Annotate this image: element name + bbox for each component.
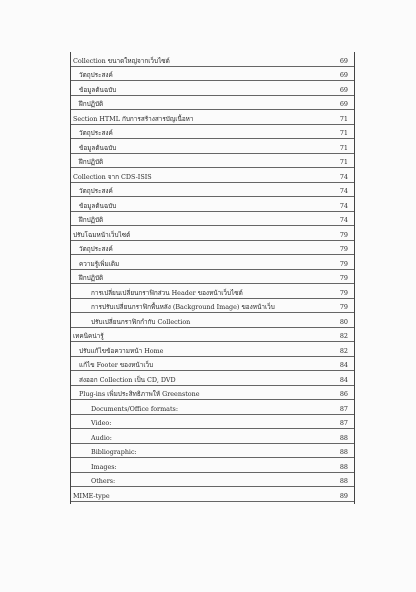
toc-entry-additional-knowledge [71,255,354,270]
toc-entry-label: วัตถุประสงค์ [79,71,113,79]
toc-entry-section-html [71,110,354,125]
toc-entry-label: MIME-type [73,491,110,500]
toc-entry-label: วัตถุประสงค์ [79,129,113,137]
toc-entry-label: ปรับโฉมหน้าเว็บไซต์ [73,230,131,239]
toc-entry-page: 88 [339,462,348,471]
toc-entry-documents-office [71,400,354,415]
toc-entry-practice [71,96,354,111]
toc-entry-source-data [71,81,354,96]
toc-entry-label: ฝึกปฏิบัติ [79,158,104,166]
toc-entry-page: 71 [339,143,348,152]
toc-entry-label: ข้อมูลต้นฉบับ [79,143,117,152]
toc-entry-page: 84 [339,361,348,369]
toc-entry-page: 79 [339,274,348,282]
toc-entry-label: Plug-ins เพิ่มประสิทธิภาพให้ Greenstone [79,390,200,398]
toc-entry-objective [71,67,354,82]
toc-entry-bibliographic [71,444,354,459]
toc-entry-page: 79 [339,259,348,268]
toc-entry-source-data [71,197,354,212]
toc-entry-cds-isis [71,168,354,183]
toc-entry-images [71,458,354,473]
toc-entry-plugins [71,386,354,401]
toc-entry-background-image [71,299,354,314]
toc-entry-label: Video: [91,419,112,427]
toc-entry-page: 88 [339,433,348,442]
toc-entry-page: 82 [339,332,348,340]
toc-entry-label: ส่งออก Collection เป็น CD, DVD [79,375,176,384]
toc-entry-page: 87 [339,404,348,413]
toc-entry-website-makeover [71,226,354,241]
toc-entry-objective [71,125,354,140]
toc-entry-label: ข้อมูลต้นฉบับ [79,201,117,210]
toc-entry-mime-type [71,487,354,502]
toc-entry-page: 74 [339,201,348,210]
toc-entry-page: 71 [339,158,348,166]
toc-entry-page: 80 [339,317,348,326]
toc-entry-label: การเปลี่ยนเปลี่ยนกราฟิกส่วน Header ของหน้าเว็บไซต์ [91,288,243,297]
toc-entry-label: วัตถุประสงค์ [79,187,113,195]
toc-entry-label: ฝึกปฏิบัติ [79,216,104,224]
toc-entry-video [71,415,354,430]
toc-entry-label: แก้ไข Footer ของหน้าเว็บ [79,361,154,369]
toc-entry-page: 82 [339,346,348,355]
toc-entry-label: Others: [91,477,116,485]
toc-entry-page: 74 [339,187,348,195]
toc-entry-label: ฝึกปฏิบัติ [79,274,104,282]
toc-entry-page: 69 [339,71,348,79]
toc-entry-page: 71 [339,114,348,123]
toc-entry-page: 88 [339,448,348,456]
toc-entry-label: Bibliographic: [91,448,137,456]
toc-entry-edit-home [71,342,354,357]
toc-entry-objective [71,183,354,198]
toc-entry-tips [71,328,354,343]
toc-entry-label: ฝึกปฏิบัติ [79,100,104,108]
toc-entry-page: 87 [339,419,348,427]
toc-entry-page: 69 [339,100,348,108]
toc-entry-header-graphic [71,284,354,299]
toc-entry-collection-graphic [71,313,354,328]
toc-entry-label: ความรู้เพิ่มเติม [79,259,120,268]
toc-entry-practice [71,154,354,169]
toc-entry-practice [71,270,354,285]
toc-entry-label: ปรับเปลี่ยนกราฟิกกำกับ Collection [91,317,191,326]
toc-entry-label: Documents/Office formats: [91,404,178,413]
toc-entry-page: 79 [339,288,348,297]
toc-entry-export-cd-dvd [71,371,354,386]
toc-entry-label: ข้อมูลต้นฉบับ [79,85,117,94]
toc-entry-source-data [71,139,354,154]
toc-entry-page: 79 [339,245,348,253]
toc-entry-practice [71,212,354,227]
toc-entry-audio [71,429,354,444]
toc-entry-page: 74 [339,172,348,181]
toc-entry-page: 74 [339,216,348,224]
toc-entry-page: 88 [339,477,348,485]
toc-frame [70,52,355,504]
toc-entry-label: Images: [91,462,117,471]
toc-entry-page: 86 [339,390,348,398]
toc-entry-large-collection [71,52,354,67]
toc-entry-page: 89 [339,491,348,500]
toc-entry-label: Collection จาก CDS-ISIS [73,172,152,181]
toc-entry-label: Collection ขนาดใหญ่จากเว็บไซต์ [73,56,170,65]
toc-entry-edit-footer [71,357,354,372]
toc-entry-page: 69 [339,85,348,94]
toc-entry-label: การปรับเปลี่ยนกราฟิกพื้นหลัง (Background Image) ของหน้าเว็บ [91,303,275,311]
toc-entry-objective [71,241,354,256]
toc-entry-others [71,473,354,488]
toc-entry-page: 84 [339,375,348,384]
toc-entry-label: ปรับแก้ไขข้อความหน้า Home [79,346,164,355]
toc-entry-label: Audio: [91,433,112,442]
toc-entry-page: 71 [339,129,348,137]
toc-entry-page: 69 [339,56,348,65]
toc-entry-label: เทคนิคน่ารู้ [73,332,104,340]
toc-entry-page: 79 [339,230,348,239]
toc-entry-label: Section HTML กับการสร้างสารบัญเนื้อหา [73,114,194,123]
toc-entry-page: 79 [339,303,348,311]
toc-entry-label: วัตถุประสงค์ [79,245,113,253]
